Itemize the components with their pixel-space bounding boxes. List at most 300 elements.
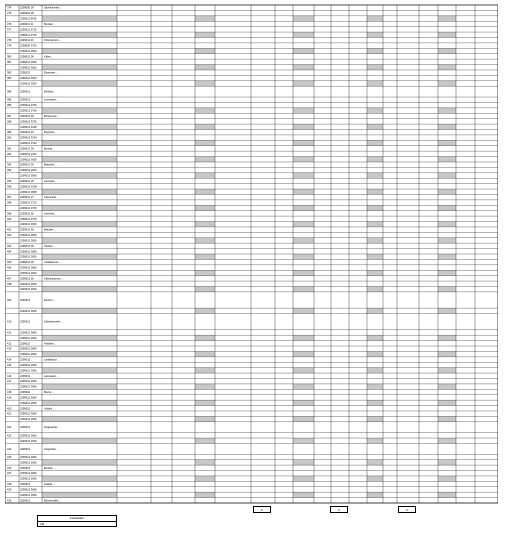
shaded-cell [438,173,456,178]
row-code: 2299012 3606 [20,380,37,384]
row-number: 426 [7,466,12,470]
row-code: 2299012 06 [20,147,34,151]
row-number: 428 [7,483,12,487]
row-code: 2299012 3606 [20,353,37,357]
shaded-cell [195,189,215,194]
shaded-cell [367,270,383,275]
shaded-cell [438,335,456,340]
row-number: 403 [7,244,12,248]
row-code: 2299000 3700 [20,44,37,48]
shaded-cell [195,492,215,497]
row-number: 392 [7,152,12,156]
row-code: 2299012 [20,483,31,487]
row-code: 2299012 [20,71,31,75]
row-number: 397 [7,196,12,200]
row-code: 2299012 3606 [20,493,37,497]
row-code: 2299012 3606 [20,477,37,481]
shaded-cell [367,16,383,21]
spreadsheet [5,3,498,511]
shaded-cell [195,238,215,243]
row-code: 2299012 3606 [20,385,37,389]
shaded-cell [42,476,117,481]
shaded-cell [367,222,383,227]
row-name: Kábel... [44,55,53,59]
shaded-cell [195,205,215,210]
shaded-cell [195,140,215,145]
row-code: 2299000 09 [20,12,34,16]
row-number: 386 [7,104,12,108]
row-number: 417 [7,380,12,384]
row-code: 2299012 3606 [20,234,37,238]
row-code: 2299012 06 [20,114,34,118]
shaded-cell [195,460,215,465]
row-code: 2299012 [20,391,31,395]
row-number: 380 [7,55,12,59]
shaded-cell [195,222,215,227]
row-number: 409 [7,299,12,303]
shaded-cell [367,384,383,389]
row-number: 387 [7,114,12,118]
row-code: 2299012 3706 [20,120,37,124]
shaded-cell [293,108,314,113]
row-code: 2299012 3606 [20,223,37,227]
row-number: 420 [7,407,12,411]
shaded-cell [438,492,456,497]
shaded-cell [367,351,383,356]
shaded-cell [367,108,383,113]
row-number: 405 [7,261,12,265]
shaded-cell [438,400,456,405]
shaded-cell [367,81,383,86]
row-code: 2299012 3708 [20,185,37,189]
shaded-cell [438,65,456,70]
row-name: Csatlakozás ... [44,261,62,265]
shaded-cell [438,81,456,86]
row-number: 378 [7,39,12,43]
shaded-cell [438,286,456,291]
shaded-cell [367,460,383,465]
shaded-cell [42,286,117,291]
row-number: 407 [7,277,12,281]
shaded-cell [293,140,314,145]
row-code: 2299012 3709 [20,104,37,108]
row-number: 389 [7,131,12,135]
row-name: Lámpatest ... [44,374,59,378]
shaded-cell [438,140,456,145]
shaded-cell [42,270,117,275]
row-code: 2299012 [20,374,31,378]
row-number: 427 [7,472,12,476]
row-code: 2299012 3606 [20,336,37,340]
shaded-cell [195,108,215,113]
row-name: Sávkívezetés... [44,6,62,10]
shaded-cell [42,368,117,373]
row-number: 414 [7,358,12,362]
row-code: 2299012 22 [20,131,34,135]
shaded-cell [195,286,215,291]
row-code: 2299012 [20,426,31,430]
shaded-cell [42,16,117,21]
row-number: 398 [7,201,12,205]
row-number: 374 [7,6,12,10]
shaded-cell [438,368,456,373]
row-name: Beüzemelés ... [44,499,62,503]
row-code: 2299012 36 [20,228,34,232]
total-cell-3: Σ [398,506,416,513]
row-number: 413 [7,347,12,351]
shaded-cell [367,173,383,178]
shaded-cell [367,368,383,373]
row-code: 2299012 36 [20,261,34,265]
row-code: 2299012 3620 [20,77,37,81]
shaded-cell [293,438,314,443]
shaded-cell [438,416,456,421]
shaded-cell [293,476,314,481]
row-code: 2299012 3606 [20,488,37,492]
row-number: 419 [7,396,12,400]
shaded-cell [42,205,117,210]
row-code: 2299012 [20,320,31,324]
row-number: 425 [7,455,12,459]
shaded-cell [42,140,117,145]
row-code: 2299012 3606 [20,255,37,259]
row-number: 384 [7,90,12,94]
shaded-cell [195,124,215,129]
row-name: Rögzítés... [44,131,57,135]
row-number: 375 [7,12,12,16]
shaded-cell [42,238,117,243]
row-code: 2299012 3606 [20,169,37,173]
shaded-cell [42,308,117,313]
shaded-cell [438,205,456,210]
shaded-cell [367,492,383,497]
shaded-cell [367,254,383,259]
row-name: Elvezetés ... [44,71,59,75]
shaded-cell [438,48,456,53]
shaded-cell [367,400,383,405]
shaded-cell [42,254,117,259]
shaded-cell [42,460,117,465]
row-number: 396 [7,185,12,189]
shaded-cell [195,438,215,443]
shaded-cell [293,81,314,86]
row-code: 2299012 3606 [20,369,37,373]
row-code: 2299012 3606 [20,174,37,178]
shaded-cell [195,48,215,53]
shaded-cell [42,48,117,53]
shaded-cell [367,205,383,210]
row-name: Elhelyezés... [44,114,59,118]
row-code: 2299012 3606 [20,309,37,313]
row-code: 2299012 [20,447,31,451]
row-code: 2299012 3606 [20,455,37,459]
shaded-cell [438,460,456,465]
shaded-cell [42,189,117,194]
row-name: Kábelszerelés ... [44,320,64,324]
shaded-cell [438,32,456,37]
row-code: 2299012 [20,90,31,94]
row-code: 2299012 3606 [20,396,37,400]
row-number: 376 [7,22,12,26]
row-name: Előfűtés... [44,90,56,94]
row-name: Kapcsolás... [44,196,59,200]
shaded-cell [438,238,456,243]
row-number: 429 [7,488,12,492]
shaded-cell [438,16,456,21]
shaded-cell [293,492,314,497]
row-code: 2299012 36 [20,163,34,167]
row-code: 2299011 3715 [20,28,37,32]
row-name: Elosztó ... [44,299,56,303]
row-code: 2299012 36 [20,277,34,281]
shaded-cell [293,189,314,194]
row-name: Elzárás ... [44,466,56,470]
row-name: Mérés ... [44,391,55,395]
shaded-cell [42,173,117,178]
shaded-cell [293,222,314,227]
shaded-cell [195,476,215,481]
row-number: 401 [7,228,12,232]
shaded-cell [438,108,456,113]
shaded-cell [195,65,215,70]
row-number: 418 [7,391,12,395]
row-code: 2299012 3700 [20,217,37,221]
shaded-cell [42,65,117,70]
total-cell-1: Σ [253,506,271,513]
row-name: Szigetelés ... [44,447,59,451]
row-code: 2299012 3606 [20,439,37,443]
row-name: Bontási ... [44,22,56,26]
row-number: 422 [7,426,12,430]
shaded-cell [42,416,117,421]
row-code: 2299012 3606 [20,412,37,416]
shaded-cell [293,460,314,465]
row-code: 2299012 3606 [20,401,37,405]
row-number: 388 [7,120,12,124]
row-code: 2299011 2735 [20,33,37,37]
row-code: 2299012 [20,358,31,362]
shaded-cell [438,438,456,443]
row-number: 421 [7,412,12,416]
row-code: 2299012 3620 [20,66,37,70]
shaded-cell [367,238,383,243]
shaded-cell [293,254,314,259]
shaded-cell [42,108,117,113]
row-name: Jelölés ... [44,407,55,411]
row-code: 2299012 06 [20,55,34,59]
row-name: Beépítés ... [44,163,58,167]
row-code: 2299012 3030 [20,82,37,86]
row-number: 391 [7,147,12,151]
shaded-cell [293,308,314,313]
shaded-cell [438,222,456,227]
row-code: 2299000 06 [20,6,34,10]
row-code: 2299012 [20,299,31,303]
shaded-cell [293,351,314,356]
row-name: Átkötés ... [44,244,56,248]
row-code: 2299012 3606 [20,250,37,254]
row-code: 2299011 06 [20,39,34,43]
shaded-cell [42,81,117,86]
row-name: Csatlakozó ... [44,358,60,362]
row-number: 423 [7,434,12,438]
row-code: 2299011 21 [20,22,34,26]
row-code: 2299012 27 [20,196,34,200]
shaded-cell [195,157,215,162]
row-code: 2299012 [20,407,31,411]
footer-value: Alá [40,522,45,526]
shaded-cell [367,308,383,313]
shaded-cell [293,157,314,162]
shaded-cell [195,335,215,340]
shaded-cell [195,81,215,86]
row-number: 400 [7,217,12,221]
row-number: 377 [7,28,12,32]
footer-label: Feladatkör [38,516,116,522]
shaded-cell [438,308,456,313]
row-number: 381 [7,60,12,64]
row-code: 2299012 3606 [20,282,37,286]
row-number: 406 [7,266,12,270]
shaded-cell [367,124,383,129]
row-number: 402 [7,234,12,238]
shaded-cell [438,157,456,162]
shaded-cell [293,16,314,21]
shaded-cell [438,476,456,481]
shaded-cell [195,351,215,356]
spreadsheet-grid [5,3,498,511]
shaded-cell [195,308,215,313]
shaded-cell [438,189,456,194]
shaded-cell [195,254,215,259]
shaded-cell [293,286,314,291]
row-code: 2299012 3606 [20,331,37,335]
row-number: 399 [7,212,12,216]
row-code: 2299012 36 [20,212,34,216]
shaded-cell [42,400,117,405]
row-number: 415 [7,363,12,367]
row-code: 2299012 06 [20,179,34,183]
shaded-cell [367,476,383,481]
shaded-cell [293,335,314,340]
row-code: 2299012 3606 [20,266,37,270]
shaded-cell [367,416,383,421]
shaded-cell [438,384,456,389]
row-code: 2299012 3808 [20,190,37,194]
row-name: Kábelcsatorna ... [44,277,64,281]
shaded-cell [367,286,383,291]
row-code: 2299012 3606 [20,434,37,438]
row-code: 2299012 3606 [20,158,37,162]
shaded-cell [438,351,456,356]
shaded-cell [42,492,117,497]
shaded-cell [42,32,117,37]
shaded-cell [195,32,215,37]
shaded-cell [293,400,314,405]
row-name: Kiemelés ... [44,179,58,183]
row-code: 2299012 [20,342,31,346]
shaded-cell [438,270,456,275]
row-name: Kiegészítés ... [44,426,61,430]
shaded-cell [42,335,117,340]
row-number: 383 [7,77,12,81]
shaded-cell [42,124,117,129]
shaded-cell [293,238,314,243]
row-code: 2299012 3710 [20,201,37,205]
row-number: 404 [7,250,12,254]
row-code: 2299012 [20,98,31,102]
shaded-cell [293,124,314,129]
footer-box [37,515,117,527]
row-number: 411 [7,331,12,335]
shaded-cell [438,254,456,259]
row-code: 2299012 3706 [20,206,37,210]
row-number: 424 [7,447,12,451]
shaded-cell [367,140,383,145]
shaded-cell [293,65,314,70]
shaded-cell [195,16,215,21]
row-code: 2299012 3606 [20,288,37,292]
shaded-cell [195,384,215,389]
shaded-cell [293,205,314,210]
row-number: 430 [7,499,12,503]
shaded-cell [195,270,215,275]
shaded-cell [42,222,117,227]
row-number: 410 [7,320,12,324]
row-number: 379 [7,44,12,48]
shaded-cell [293,48,314,53]
row-code: 2299012 3606 [20,347,37,351]
shaded-cell [42,157,117,162]
row-code: 2299011 8635 [20,17,37,21]
row-number: 412 [7,342,12,346]
row-code: 2299012 3606 [20,363,37,367]
row-name: Földelés ... [44,342,57,346]
shaded-cell [293,384,314,389]
shaded-cell [293,416,314,421]
row-code: 2299012 3606 [20,461,37,465]
shaded-cell [195,416,215,421]
row-code: 2299012 3606 [20,418,37,422]
row-code: 2299012 2228 [20,125,37,129]
shaded-cell [195,368,215,373]
shaded-cell [367,32,383,37]
row-name: Szerelés ... [44,212,57,216]
shaded-cell [293,270,314,275]
row-code: 2299012 3403 [20,152,37,156]
shaded-cell [367,189,383,194]
shaded-cell [195,400,215,405]
row-name: Bontás... [44,147,55,151]
shaded-cell [42,384,117,389]
row-number: 416 [7,374,12,378]
row-number: 390 [7,136,12,140]
shaded-cell [195,173,215,178]
shaded-cell [367,48,383,53]
shaded-cell [438,124,456,129]
row-name: Levezetés... [44,98,58,102]
shaded-cell [42,438,117,443]
row-code: 2299012 3620 [20,50,37,54]
shaded-cell [293,173,314,178]
row-number: 408 [7,282,12,286]
row-code: 2299012 3704 [20,136,37,140]
row-number: 393 [7,163,12,167]
row-code: 2299012 36 [20,244,34,248]
row-code: 2299012 3606 [20,472,37,476]
shaded-cell [293,32,314,37]
row-number: 385 [7,98,12,102]
